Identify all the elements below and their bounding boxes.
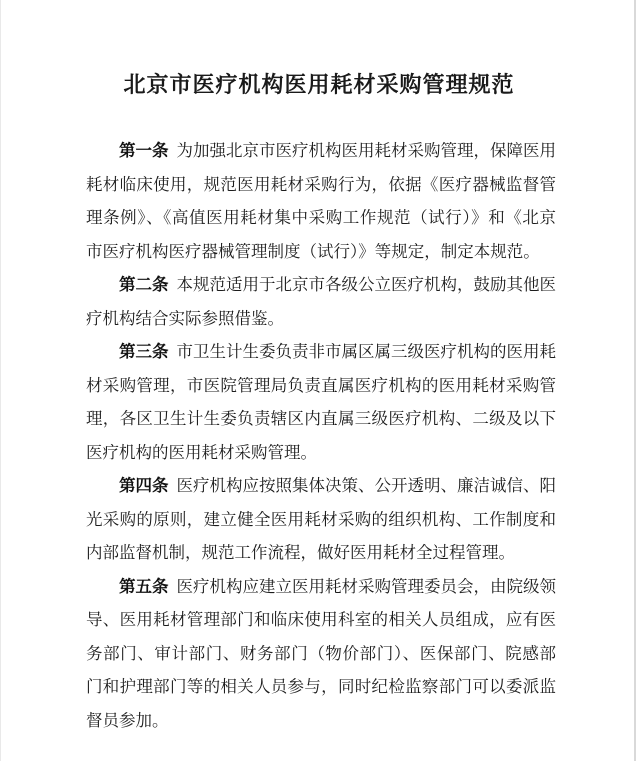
article-heading: 第一条 (119, 141, 169, 160)
article-1 (86, 134, 556, 268)
article-3 (86, 335, 556, 469)
article-text: 市卫生计生委负责非市属区属三级医疗机构的医用耗材采购管理，市医院管理局负责直属医疗机构的医用耗材采购管理，各区卫生计生委负责辖区内直属三级医疗机构、二级及以下医疗机构的医用耗材采购管理。 (86, 342, 556, 462)
document-title: 北京市医疗机构医用耗材采购管理规范 (123, 72, 515, 98)
document-body (86, 134, 556, 737)
article-2 (86, 268, 556, 335)
article-heading: 第四条 (119, 476, 169, 495)
article-heading: 第二条 (119, 275, 169, 294)
article-text: 为加强北京市医疗机构医用耗材采购管理，保障医用耗材临床使用，规范医用耗材采购行为，依据《医疗器械监督管理条例》、《高值医用耗材集中采购工作规范（试行）》和《北京市医疗机构医疗器械管理制度（试行）》等规定，制定本规范。 (86, 141, 556, 261)
article-heading: 第五条 (119, 576, 169, 596)
article-text: 医疗机构应按照集体决策、公开透明、廉洁诚信、阳光采购的原则，建立健全医用耗材采购的组织机构、工作制度和内部监督机制，规范工作流程，做好医用耗材全过程管理。 (86, 476, 556, 562)
article-4 (86, 469, 556, 570)
article-5 (86, 570, 556, 738)
article-text: 医疗机构应建立医用耗材采购管理委员会，由院级领导、医用耗材管理部门和临床使用科室的相关人员组成，应有医务部门、审计部门、财务部门（物价部门）、医保部门、院感部门和护理部门等的相关人员参与，同时纪检监察部门可以委派监督员参加。 (86, 576, 556, 730)
article-heading: 第三条 (119, 342, 169, 361)
article-text: 本规范适用于北京市各级公立医疗机构，鼓励其他医疗机构结合实际参照借鉴。 (86, 275, 556, 328)
